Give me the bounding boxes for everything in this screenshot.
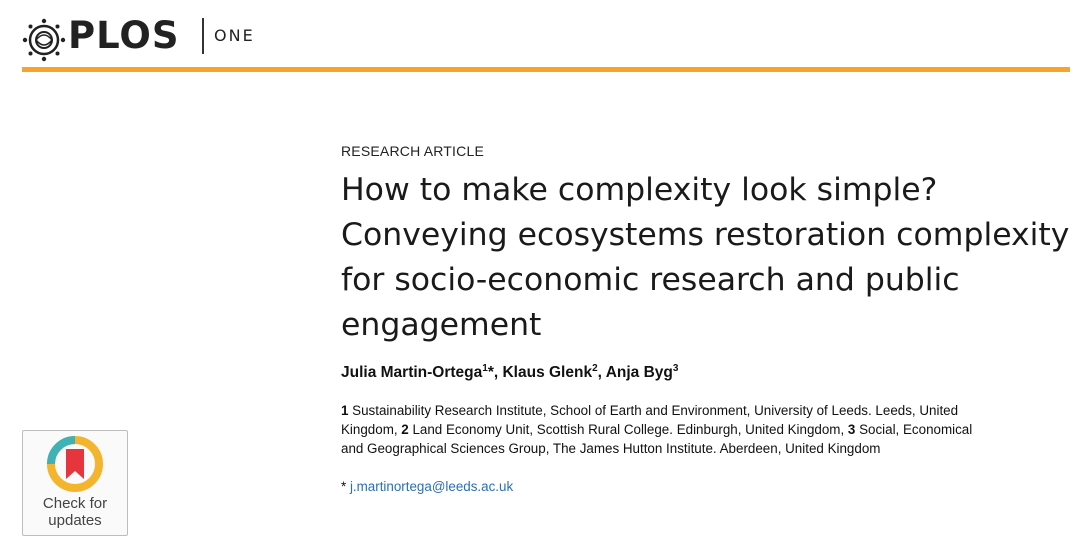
author-name[interactable]: Julia Martin-Ortega — [341, 364, 483, 381]
journal-header — [22, 12, 1072, 60]
author-name[interactable]: Anja Byg — [605, 364, 673, 381]
affiliation-text: Social, Economical — [855, 422, 973, 437]
plos-logo-icon — [22, 18, 66, 62]
author-affiliation-sup: 1 — [482, 363, 488, 374]
check-for-updates-badge[interactable] — [22, 430, 128, 536]
publisher-logo-text: PLOS — [68, 14, 180, 57]
affiliation-number: 3 — [847, 422, 856, 437]
corresponding-marker: * — [487, 364, 494, 381]
title-line: How to make complexity look simple? — [341, 172, 938, 208]
title-line: engagement — [341, 307, 542, 343]
author-affiliation-sup: 2 — [592, 363, 598, 374]
header-rule — [22, 67, 1070, 72]
title-line: Conveying ecosystems restoration complexity — [341, 217, 1070, 253]
author-affiliation-sup: 3 — [672, 363, 679, 374]
affiliation-text: Land Economy Unit, Scottish Rural College. Edinburgh, United Kingdom, — [408, 422, 848, 437]
logo-divider — [202, 18, 204, 54]
affiliation-number: 1 — [341, 403, 349, 418]
affiliations — [341, 401, 1071, 458]
badge-label-line: updates — [48, 512, 102, 529]
article-title — [341, 168, 1081, 348]
author-list: Julia Martin-Ortega$^1$*, Klaus Glenk$^2$, Anja Byg$^3$ — [341, 363, 679, 381]
correspondence-email-link[interactable]: j.martinortega@leeds.ac.uk — [349, 479, 514, 494]
author-name[interactable]: Klaus Glenk — [502, 364, 593, 381]
affiliation-number: 2 — [401, 422, 409, 437]
affiliation-text: Kingdom, — [341, 422, 402, 437]
affiliation-text: Sustainability Research Institute, School of Earth and Environment, University of Leeds. Leeds, United — [348, 403, 959, 418]
title-line: for socio-economic research and public — [341, 262, 960, 298]
article-type: RESEARCH ARTICLE — [341, 143, 484, 159]
bookmark-icon — [46, 435, 104, 493]
badge-label-line: Check for — [42, 495, 108, 512]
correspondence — [341, 479, 513, 494]
journal-name: ONE — [214, 26, 255, 45]
badge-label — [23, 495, 127, 529]
affiliation-line — [341, 401, 1071, 420]
affiliation-line: and Geographical Sciences Group, The James Hutton Institute. Aberdeen, United Kingdom — [341, 441, 881, 456]
correspondence-marker: * — [341, 479, 347, 494]
affiliation-line — [341, 420, 1071, 439]
